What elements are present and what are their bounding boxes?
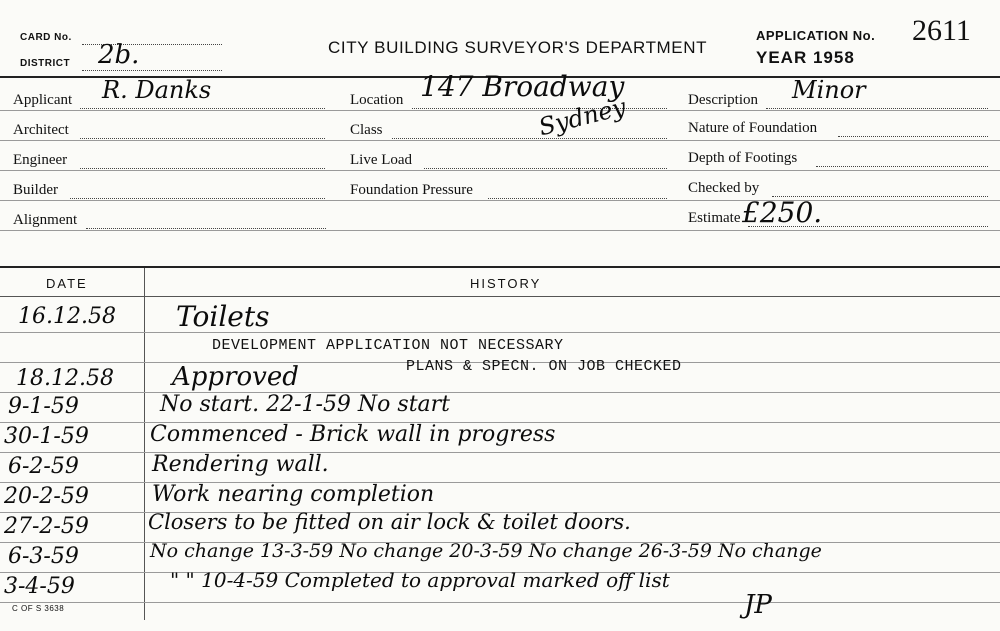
history-date: 30-1-59 (4, 424, 89, 449)
foundation-pressure-line (488, 198, 667, 199)
estimate-value: £250. (742, 196, 823, 229)
district-value: 2b. (98, 40, 140, 70)
class-label: Class (350, 122, 383, 138)
history-entry: Rendering wall. (152, 452, 329, 477)
history-column-header: HISTORY (470, 276, 542, 291)
date-column-divider (144, 268, 145, 620)
builder-label: Builder (13, 182, 58, 198)
section-divider (0, 266, 1000, 268)
alignment-line (86, 228, 326, 229)
location-label: Location (350, 92, 404, 108)
description-label: Description (688, 92, 758, 108)
applicant-line (80, 108, 325, 109)
history-entry: Approved (172, 362, 299, 392)
ruled-line (0, 140, 1000, 141)
location-value: 147 Broadway (420, 70, 625, 103)
builder-line (70, 198, 325, 199)
architect-line (80, 138, 325, 139)
applicant-value: R. Danks (102, 76, 212, 104)
plans-checked-stamp: PLANS & SPECN. ON JOB CHECKED (406, 358, 682, 375)
history-date: 9-1-59 (8, 394, 79, 419)
ruled-line (0, 110, 1000, 111)
ruled-line (0, 332, 1000, 333)
history-date: 6-3-59 (8, 544, 79, 569)
location-line (412, 108, 667, 109)
live-load-label: Live Load (350, 152, 413, 168)
date-column-header: DATE (46, 276, 88, 291)
history-date: 6-2-59 (8, 454, 79, 479)
application-no-value: 2611 (912, 14, 971, 47)
history-entry: Commenced - Brick wall in progress (150, 422, 556, 447)
alignment-label: Alignment (13, 212, 78, 228)
applicant-label: Applicant (13, 92, 73, 108)
depth-of-footings-line (816, 166, 988, 167)
ruled-line (0, 482, 1000, 483)
engineer-line (80, 168, 325, 169)
location-value-suburb: Sydney (535, 92, 629, 142)
history-entry: No change 13-3-59 No change 20-3-59 No change 26-3-59 No change (150, 540, 822, 562)
ruled-line (0, 602, 1000, 603)
ruled-line (0, 230, 1000, 231)
history-date: 27-2-59 (4, 514, 89, 539)
district-label: DISTRICT (20, 58, 71, 69)
ruled-line (0, 200, 1000, 201)
live-load-line (424, 168, 667, 169)
application-no-label: APPLICATION No. (756, 28, 876, 43)
nature-of-foundation-label: Nature of Foundation (688, 120, 818, 136)
foundation-pressure-label: Foundation Pressure (350, 182, 473, 198)
form-code: C OF S 3638 (12, 604, 65, 613)
history-entry: Work nearing completion (152, 482, 435, 507)
district-line (82, 70, 222, 71)
architect-label: Architect (13, 122, 69, 138)
department-title: CITY BUILDING SURVEYOR'S DEPARTMENT (328, 38, 708, 57)
description-line (766, 108, 988, 109)
history-date: 18.12.58 (16, 366, 114, 391)
history-date: 3-4-59 (4, 574, 75, 599)
table-header-rule (0, 296, 1000, 297)
ruled-line (0, 392, 1000, 393)
engineer-label: Engineer (13, 152, 68, 168)
history-date: 20-2-59 (4, 484, 89, 509)
officer-initials: JP (744, 590, 772, 620)
development-stamp: DEVELOPMENT APPLICATION NOT NECESSARY (212, 337, 564, 354)
depth-of-footings-label: Depth of Footings (688, 150, 798, 166)
history-date: 16.12.58 (18, 304, 116, 329)
year-label: YEAR 1958 (756, 48, 855, 67)
class-line (392, 138, 667, 139)
history-entry: No start. 22-1-59 No start (160, 392, 451, 417)
checked-by-label: Checked by (688, 180, 760, 196)
history-entry: Closers to be fitted on air lock & toilet doors. (148, 510, 631, 534)
card-no-label: CARD No. (20, 32, 72, 43)
nature-of-foundation-line (838, 136, 988, 137)
history-entry: " " 10-4-59 Completed to approval marked off list (170, 568, 670, 592)
ruled-line (0, 452, 1000, 453)
history-entry: Toilets (176, 300, 270, 333)
ruled-line (0, 170, 1000, 171)
description-value: Minor (792, 76, 866, 104)
estimate-label: Estimate (688, 210, 741, 226)
